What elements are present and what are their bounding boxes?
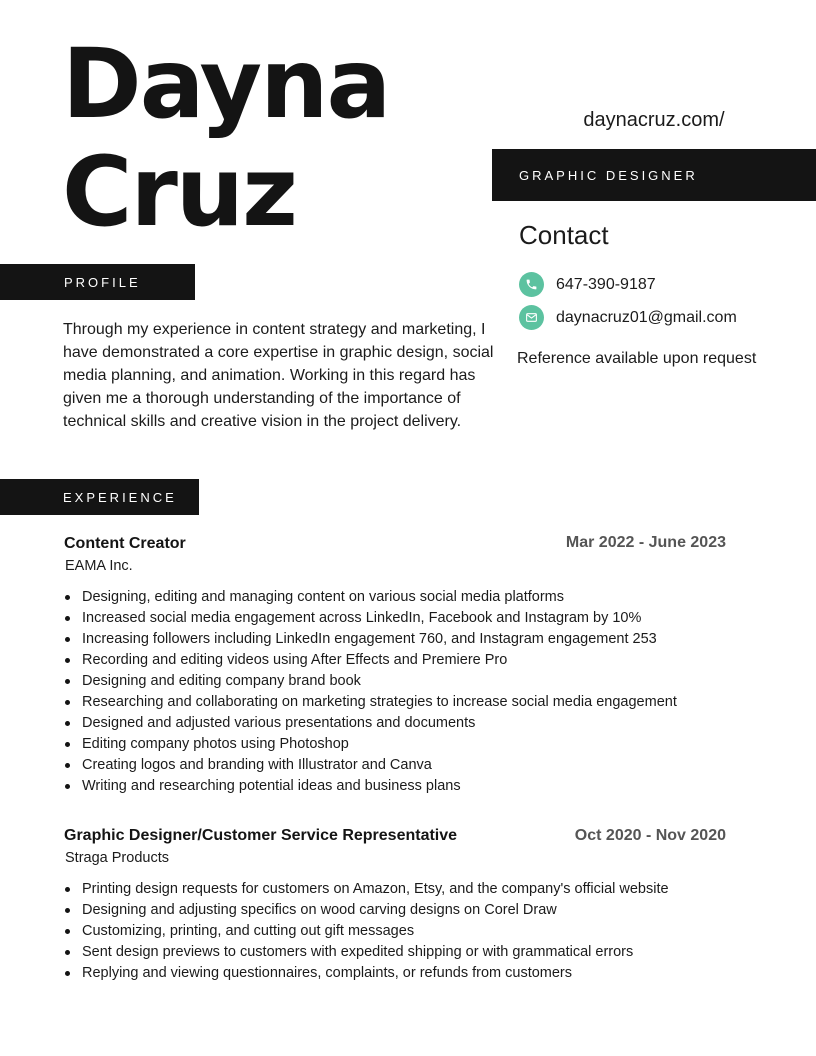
list-item: Editing company photos using Photoshop xyxy=(63,734,803,755)
email-address[interactable]: daynacruz01@gmail.com xyxy=(556,308,737,326)
job-dates: Oct 2020 - Nov 2020 xyxy=(574,827,726,844)
job-company: EAMA Inc. xyxy=(65,558,133,574)
experience-banner xyxy=(0,479,199,515)
job-dates: Mar 2022 - June 2023 xyxy=(565,534,726,551)
list-item: Creating logos and branding with Illustrator and Canva xyxy=(63,755,803,776)
website-link[interactable]: daynacruz.com/ xyxy=(583,109,725,131)
list-item: Designing, editing and managing content on various social media platforms xyxy=(63,587,803,608)
profile-banner xyxy=(0,264,195,300)
list-item: Recording and editing videos using After Effects and Premiere Pro xyxy=(63,650,803,671)
role-label: GRAPHIC DESIGNER xyxy=(519,167,698,183)
list-item: Researching and collaborating on marketing strategies to increase social media engagement xyxy=(63,692,803,713)
role-banner xyxy=(492,149,816,201)
job-bullet-list xyxy=(63,587,803,797)
list-item: Designed and adjusted various presentations and documents xyxy=(63,713,803,734)
list-item: Writing and researching potential ideas and business plans xyxy=(63,776,803,797)
job-bullet-list xyxy=(63,879,803,984)
list-item: Replying and viewing questionnaires, complaints, or refunds from customers xyxy=(63,963,803,984)
phone-icon xyxy=(519,272,544,297)
last-name: Cruz xyxy=(62,136,297,248)
reference-note: Reference available upon request xyxy=(517,350,757,367)
job-title: Graphic Designer/Customer Service Representative xyxy=(64,827,458,844)
list-item: Increasing followers including LinkedIn engagement 760, and Instagram engagement 253 xyxy=(63,629,803,650)
experience-heading: EXPERIENCE xyxy=(63,489,177,505)
profile-heading: PROFILE xyxy=(64,274,141,290)
first-name: Dayna xyxy=(62,28,390,140)
list-item: Customizing, printing, and cutting out gift messages xyxy=(63,921,803,942)
phone-row xyxy=(519,272,656,297)
phone-number[interactable]: 647-390-9187 xyxy=(556,275,656,293)
email-row xyxy=(519,305,737,330)
email-icon xyxy=(519,305,544,330)
job-company: Straga Products xyxy=(65,850,169,866)
profile-summary: Through my experience in content strategy and marketing, I have demonstrated a core expertise in graphic design, social media planning, and animation. Working in this regard has given me a thorough understanding of the importance of technical skills and creative vision in the project delivery. xyxy=(63,321,494,430)
list-item: Sent design previews to customers with expedited shipping or with grammatical errors xyxy=(63,942,803,963)
list-item: Designing and adjusting specifics on wood carving designs on Corel Draw xyxy=(63,900,803,921)
list-item: Printing design requests for customers on Amazon, Etsy, and the company's official website xyxy=(63,879,803,900)
list-item: Designing and editing company brand book xyxy=(63,671,803,692)
job-title: Content Creator xyxy=(64,535,186,552)
contact-heading: Contact xyxy=(519,220,609,250)
list-item: Increased social media engagement across LinkedIn, Facebook and Instagram by 10% xyxy=(63,608,803,629)
